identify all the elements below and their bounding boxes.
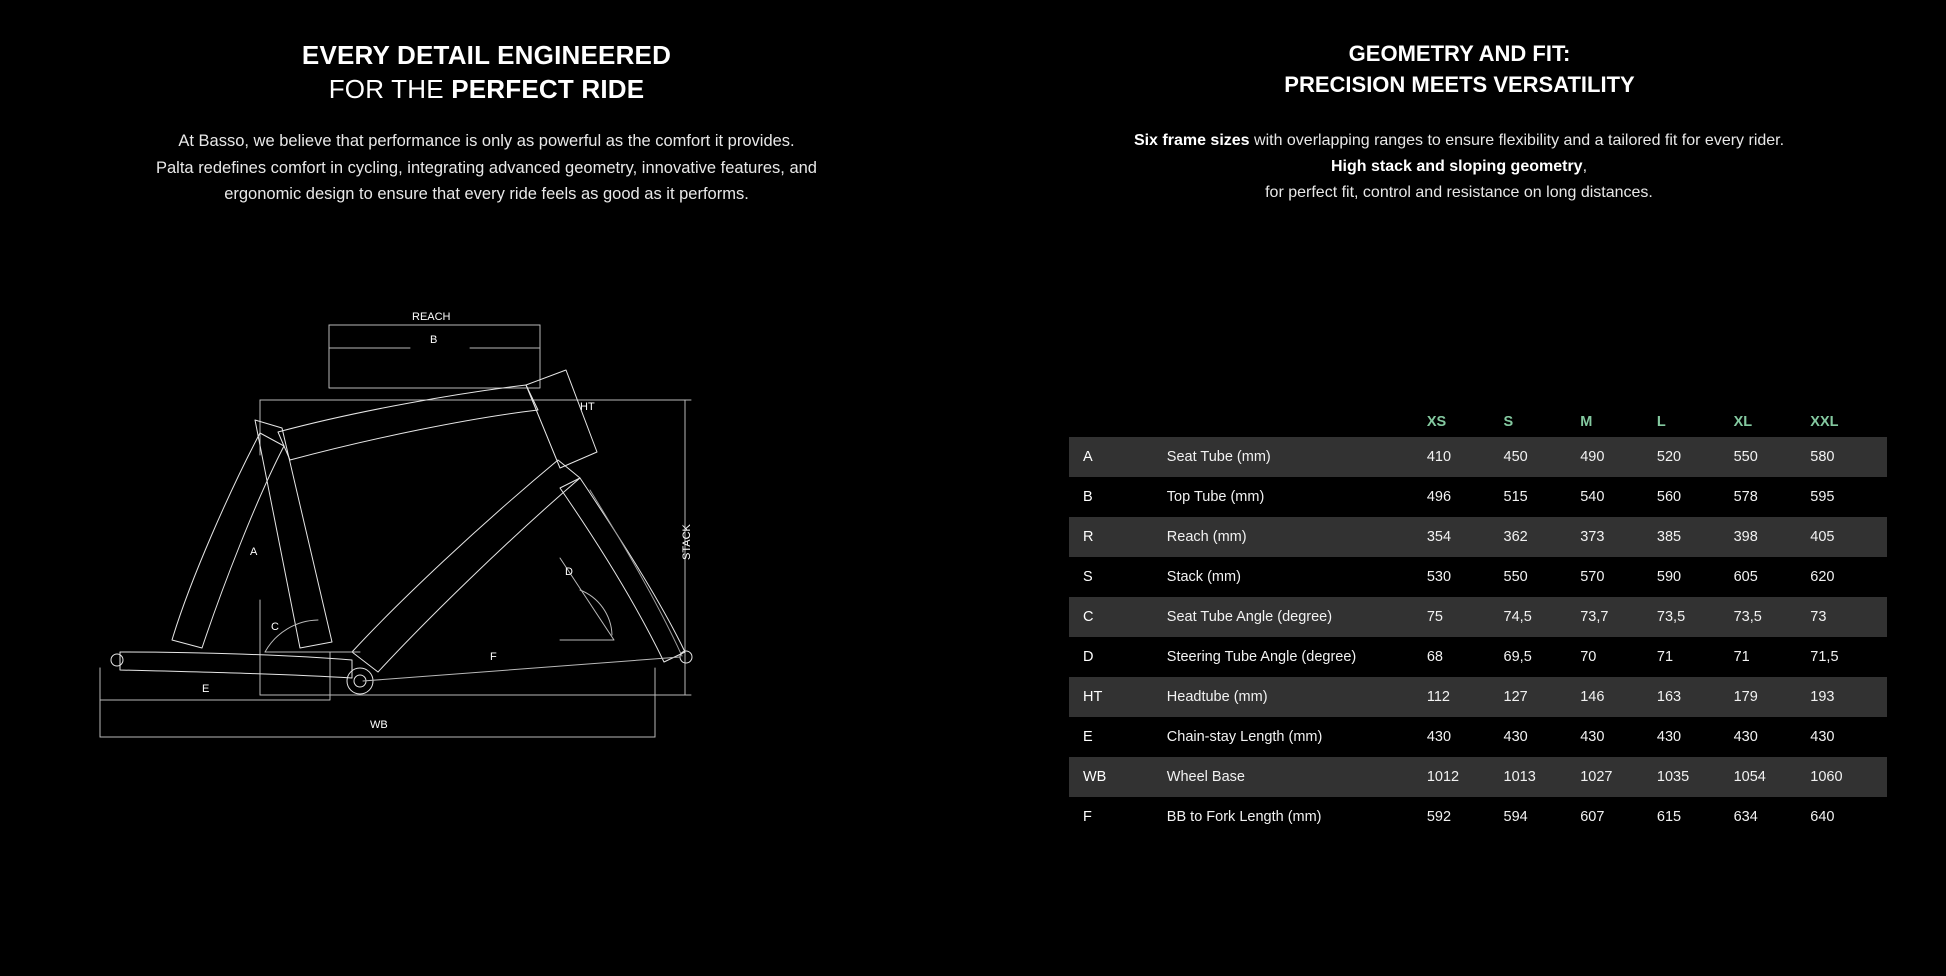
right-heading-line2: PRECISION MEETS VERSATILITY — [1284, 72, 1635, 98]
row-code: F — [1083, 809, 1092, 825]
row-value-l: 385 — [1656, 529, 1682, 545]
row-value-xl: 71 — [1733, 649, 1750, 665]
row-value-m: 430 — [1580, 729, 1605, 745]
header-size-l: L — [1656, 414, 1666, 430]
left-heading — [0, 38, 973, 107]
table-header-row — [1069, 400, 1887, 437]
header-size-s: S — [1503, 414, 1514, 430]
row-label: Headtube (mm) — [1166, 689, 1268, 705]
row-value-m: 373 — [1580, 529, 1605, 545]
row-value-xl: 1054 — [1733, 769, 1766, 785]
row-value-xs: 496 — [1426, 489, 1452, 505]
row-label: Stack (mm) — [1166, 569, 1241, 585]
left-body-line3: ergonomic design to ensure that every ride feels as good as it performs. — [224, 185, 749, 204]
row-value-m: 146 — [1580, 689, 1605, 705]
geometry-table — [1069, 400, 1887, 837]
row-value-xxl: 640 — [1810, 809, 1835, 825]
row-value-xs: 592 — [1426, 809, 1452, 825]
row-value-m: 607 — [1580, 809, 1605, 825]
row-value-xxl: 580 — [1810, 449, 1835, 465]
table-row — [1069, 517, 1887, 557]
row-value-xs: 530 — [1426, 569, 1452, 585]
header-code-spacer — [1069, 400, 1167, 437]
row-label: Chain-stay Length (mm) — [1166, 729, 1323, 745]
row-value-s: 550 — [1503, 569, 1528, 585]
row-value-xs: 112 — [1426, 689, 1450, 705]
row-value-s: 74,5 — [1503, 609, 1532, 625]
table-row — [1069, 597, 1887, 637]
row-value-l: 560 — [1656, 489, 1682, 505]
row-value-s: 515 — [1503, 489, 1528, 505]
row-value-l: 430 — [1656, 729, 1682, 745]
row-value-xl: 73,5 — [1733, 609, 1762, 625]
diagram-label-stack: STACK — [681, 524, 693, 560]
left-heading-line2 — [0, 72, 973, 106]
row-value-m: 1027 — [1580, 769, 1613, 785]
diagram-label-b: B — [430, 334, 438, 346]
row-value-s: 362 — [1503, 529, 1528, 545]
table-row — [1069, 757, 1887, 797]
row-value-s: 430 — [1503, 729, 1528, 745]
row-value-l: 520 — [1656, 449, 1682, 465]
row-value-xs: 1012 — [1426, 769, 1460, 785]
diagram-label-a: A — [250, 546, 258, 558]
row-value-xxl: 405 — [1810, 529, 1835, 545]
row-code: S — [1083, 569, 1093, 585]
row-value-xl: 179 — [1733, 689, 1758, 705]
header-size-m: M — [1580, 414, 1593, 430]
table-row — [1069, 717, 1887, 757]
right-heading — [973, 38, 1946, 100]
right-body-line1 — [1019, 128, 1899, 154]
diagram-label-e: E — [202, 683, 210, 695]
row-value-xxl: 1060 — [1810, 769, 1843, 785]
row-value-xl: 634 — [1733, 809, 1758, 825]
table-row — [1069, 477, 1887, 517]
row-label: Seat Tube (mm) — [1166, 449, 1271, 465]
row-value-m: 490 — [1580, 449, 1605, 465]
geometry-table-body — [1069, 437, 1887, 837]
diagram-label-wb: WB — [370, 719, 388, 731]
right-body-text — [1019, 128, 1899, 206]
row-value-xxl: 73 — [1810, 609, 1827, 625]
row-label: Wheel Base — [1166, 769, 1245, 785]
left-heading-line2-thin: FOR THE — [328, 74, 452, 105]
row-value-s: 1013 — [1503, 769, 1536, 785]
row-code: WB — [1083, 769, 1107, 785]
row-value-xl: 398 — [1733, 529, 1758, 545]
row-value-xxl: 71,5 — [1810, 649, 1839, 665]
row-label: Reach (mm) — [1166, 529, 1247, 545]
row-code: D — [1083, 649, 1094, 665]
row-value-m: 73,7 — [1580, 609, 1609, 625]
row-code: C — [1083, 609, 1094, 625]
row-value-xl: 578 — [1733, 489, 1758, 505]
right-body-line3: for perfect fit, control and resistance on long distances. — [1265, 183, 1653, 201]
row-value-l: 590 — [1656, 569, 1682, 585]
row-code: HT — [1083, 689, 1103, 705]
row-code: A — [1083, 449, 1093, 465]
row-code: B — [1083, 489, 1093, 505]
diagram-label-reach: REACH — [412, 311, 451, 323]
row-code: R — [1083, 529, 1094, 545]
row-value-xxl: 620 — [1810, 569, 1835, 585]
row-value-m: 70 — [1580, 649, 1597, 665]
geometry-table-head — [1069, 400, 1887, 437]
right-body-line2 — [1019, 154, 1899, 180]
row-value-s: 594 — [1503, 809, 1528, 825]
table-row — [1069, 437, 1887, 477]
row-value-s: 127 — [1503, 689, 1528, 705]
left-body-line1: At Basso, we believe that performance is only as powerful as the comfort it provides. — [178, 132, 795, 150]
right-body-bold2: High stack and sloping geometry — [1330, 157, 1583, 175]
row-value-xl: 430 — [1733, 729, 1758, 745]
row-value-xs: 410 — [1426, 449, 1452, 465]
row-label: Seat Tube Angle (degree) — [1166, 609, 1333, 625]
left-heading-line1: EVERY DETAIL ENGINEERED — [301, 40, 672, 70]
row-code: E — [1083, 729, 1093, 745]
right-body-rest2: , — [1582, 157, 1588, 175]
right-heading-line1: GEOMETRY AND FIT: — [1348, 41, 1571, 66]
row-value-xxl: 193 — [1810, 689, 1835, 705]
left-heading-line2-bold: PERFECT RIDE — [451, 74, 645, 105]
row-value-m: 540 — [1580, 489, 1605, 505]
row-label: BB to Fork Length (mm) — [1166, 809, 1322, 825]
bike-geometry-diagram — [60, 300, 920, 860]
table-row — [1069, 637, 1887, 677]
row-value-l: 163 — [1656, 689, 1682, 705]
right-body-rest1: with overlapping ranges to ensure flexibility and a tailored fit for every rider. — [1249, 132, 1785, 149]
row-value-xs: 75 — [1426, 609, 1443, 625]
header-size-xs: XS — [1426, 414, 1447, 430]
row-value-m: 570 — [1580, 569, 1605, 585]
header-label-spacer — [1167, 400, 1427, 437]
row-value-xl: 605 — [1733, 569, 1758, 585]
table-row — [1069, 677, 1887, 717]
row-value-xxl: 595 — [1810, 489, 1835, 505]
row-label: Top Tube (mm) — [1166, 489, 1265, 505]
diagram-label-ht: HT — [580, 401, 595, 413]
row-value-xxl: 430 — [1810, 729, 1835, 745]
left-body-text — [0, 128, 973, 208]
row-value-l: 71 — [1656, 649, 1674, 665]
row-value-s: 450 — [1503, 449, 1528, 465]
table-row — [1069, 797, 1887, 837]
row-value-l: 1035 — [1656, 769, 1690, 785]
row-value-l: 73,5 — [1656, 609, 1686, 625]
header-size-xl: XL — [1733, 414, 1753, 430]
row-value-xs: 354 — [1426, 529, 1452, 545]
right-body-bold1: Six frame sizes — [1133, 132, 1250, 149]
row-value-xl: 550 — [1733, 449, 1758, 465]
row-value-l: 615 — [1656, 809, 1682, 825]
diagram-label-d: D — [565, 566, 573, 578]
header-size-xxl: XXL — [1810, 414, 1839, 430]
left-body-line2: Palta redefines comfort in cycling, integrating advanced geometry, innovative features, and — [156, 158, 817, 177]
diagram-label-f: F — [490, 651, 497, 663]
diagram-label-c: C — [271, 621, 279, 633]
row-label: Steering Tube Angle (degree) — [1166, 649, 1357, 665]
table-row — [1069, 557, 1887, 597]
row-value-xs: 430 — [1426, 729, 1452, 745]
row-value-s: 69,5 — [1503, 649, 1532, 665]
row-value-xs: 68 — [1426, 649, 1443, 665]
